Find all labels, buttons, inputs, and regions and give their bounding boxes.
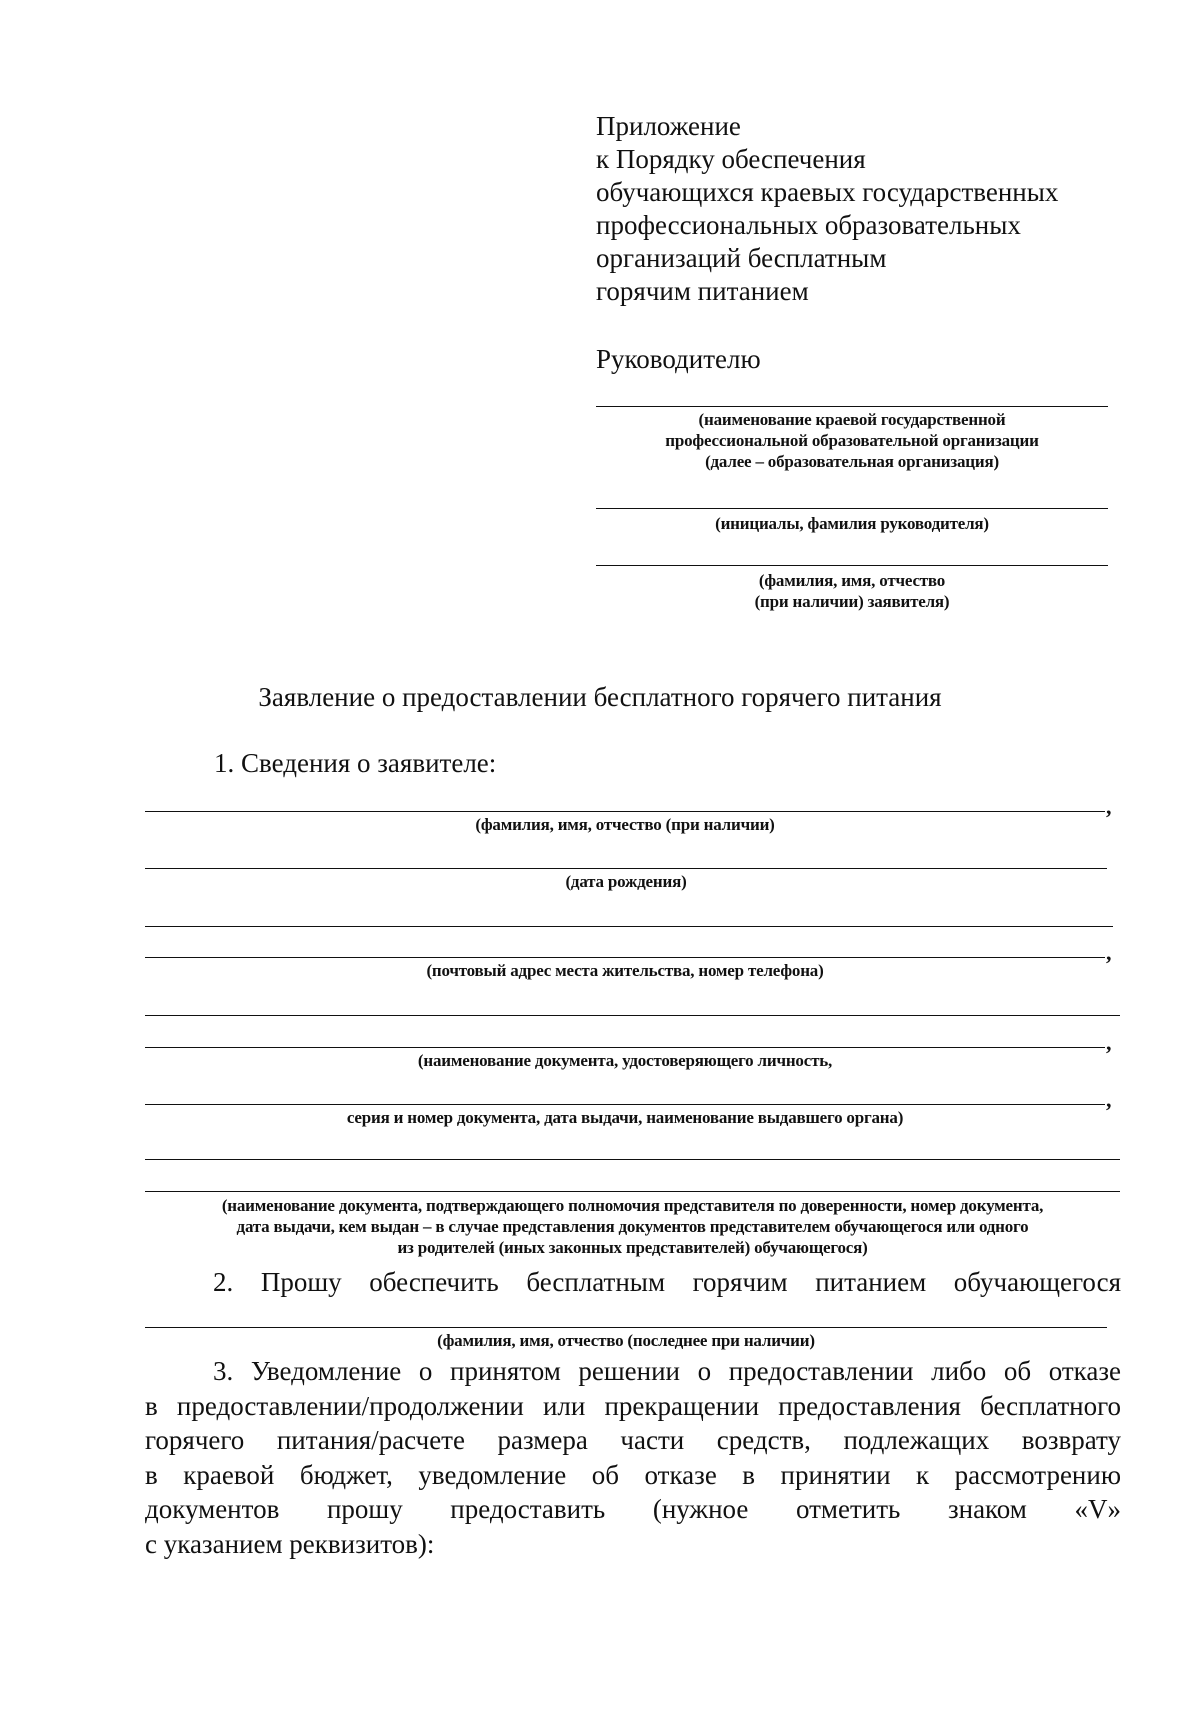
- comma: ,: [1106, 1030, 1112, 1055]
- id-doc-line-3[interactable]: [145, 1104, 1105, 1105]
- section1-heading: 1. Сведения о заявителе:: [214, 748, 497, 778]
- section2-text: 2. Прошу обеспечить бесплатным горячим питанием обучающегося: [213, 1267, 1121, 1297]
- comma: ,: [1106, 940, 1112, 965]
- appendix-line: горячим питанием: [596, 276, 809, 306]
- caption-line: (фамилия, имя, отчество: [758, 571, 946, 590]
- student-name-line[interactable]: [145, 1327, 1107, 1328]
- head-caption: (инициалы, фамилия руководителя): [715, 514, 989, 533]
- dob-caption: (дата рождения): [565, 872, 687, 891]
- id-doc-line-1[interactable]: [145, 1015, 1120, 1016]
- address-line-1[interactable]: [145, 926, 1113, 927]
- address-line-2[interactable]: [145, 957, 1105, 958]
- appendix-block: [596, 110, 1058, 308]
- rep-doc-caption: [145, 1195, 1120, 1258]
- id-doc-caption-2: серия и номер документа, дата выдачи, наименование выдавшего органа): [346, 1108, 904, 1127]
- comma: ,: [1106, 1087, 1112, 1112]
- addressee-to: Руководителю: [596, 344, 761, 374]
- id-doc-line-2[interactable]: [145, 1047, 1105, 1048]
- appendix-line: Приложение: [596, 111, 741, 141]
- section3-line: 3. Уведомление о принятом решении о предоставлении либо об отказе: [213, 1356, 1121, 1386]
- caption-line: (наименование краевой государственной: [698, 410, 1006, 429]
- head-name-line[interactable]: [596, 508, 1108, 509]
- comma: ,: [1106, 794, 1112, 819]
- address-caption: (почтовый адрес места жительства, номер телефона): [426, 961, 824, 980]
- rep-doc-line-1[interactable]: [145, 1159, 1120, 1160]
- appendix-line: профессиональных образовательных: [596, 210, 1021, 240]
- applicant-caption: [596, 570, 1108, 612]
- appendix-line: к Порядку обеспечения: [596, 144, 866, 174]
- org-name-line[interactable]: [596, 406, 1108, 407]
- section3-line: горячего питания/расчете размера части средств, подлежащих возврату: [145, 1425, 1121, 1455]
- caption-line: (наименование документа, подтверждающего полномочия представителя по доверенности, номер документа,: [221, 1196, 1044, 1215]
- caption-line: (при наличии) заявителя): [754, 592, 950, 611]
- document-title: Заявление о предоставлении бесплатного горячего питания: [258, 682, 942, 712]
- fio-caption: (фамилия, имя, отчество (при наличии): [475, 815, 775, 834]
- section3-line: в краевой бюджет, уведомление об отказе в принятии к рассмотрению: [145, 1459, 1121, 1490]
- caption-line: (далее – образовательная организация): [705, 452, 999, 471]
- appendix-line: обучающихся краевых государственных: [596, 177, 1059, 207]
- section3-text: [145, 1354, 1121, 1561]
- student-caption: (фамилия, имя, отчество (последнее при наличии): [437, 1331, 815, 1350]
- section3-line: в предоставлении/продолжении или прекращении предоставления бесплатного: [145, 1390, 1121, 1421]
- section3-line: документов прошу предоставить (нужное отметить знаком «V»: [145, 1494, 1121, 1524]
- rep-doc-line-2[interactable]: [145, 1191, 1120, 1192]
- caption-line: из родителей (иных законных представителей) обучающегося): [397, 1238, 868, 1257]
- dob-line[interactable]: [145, 868, 1107, 869]
- appendix-line: организаций бесплатным: [596, 243, 887, 273]
- applicant-fio-line[interactable]: [145, 811, 1105, 812]
- org-caption: [596, 409, 1108, 472]
- section3-line: с указанием реквизитов):: [145, 1528, 435, 1559]
- id-doc-caption-1: (наименование документа, удостоверяющего личность,: [417, 1051, 833, 1070]
- applicant-name-line[interactable]: [596, 565, 1108, 566]
- caption-line: профессиональной образовательной организации: [665, 431, 1039, 450]
- caption-line: дата выдачи, кем выдан – в случае представления документов представителем обучающегося или одного: [236, 1217, 1029, 1236]
